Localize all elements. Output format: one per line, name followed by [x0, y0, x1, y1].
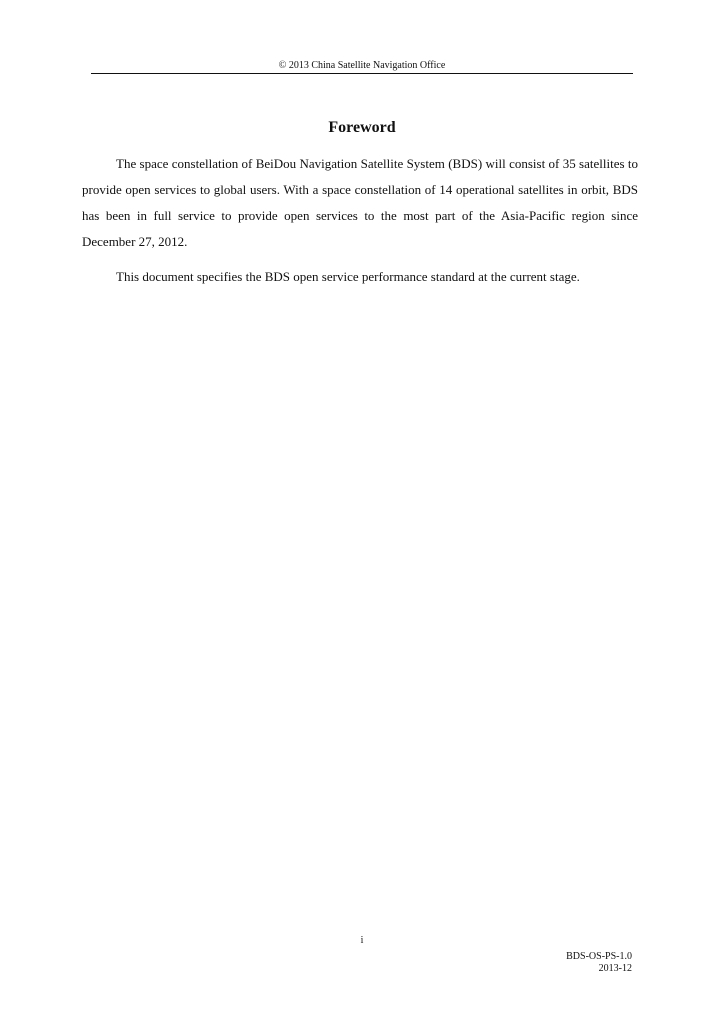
- document-date: 2013-12: [598, 963, 632, 974]
- foreword-paragraph-1: The space constellation of BeiDou Navigation Satellite System (BDS) will consist of 35 satellites to provide open services to global users. With a space constellation of 14 operational satellites in orbit, BDS has been in full service to provide open services to the most part of the Asia-Pacific region since December 27, 2012.: [82, 156, 638, 249]
- document-code: BDS-OS-PS-1.0: [566, 951, 632, 962]
- page-title: Foreword: [328, 119, 396, 136]
- foreword-paragraph-2: This document specifies the BDS open service performance standard at the current stage.: [116, 269, 580, 284]
- page-header-copyright: © 2013 China Satellite Navigation Office: [278, 60, 446, 71]
- page-number: i: [360, 935, 364, 946]
- header-divider: [91, 73, 633, 74]
